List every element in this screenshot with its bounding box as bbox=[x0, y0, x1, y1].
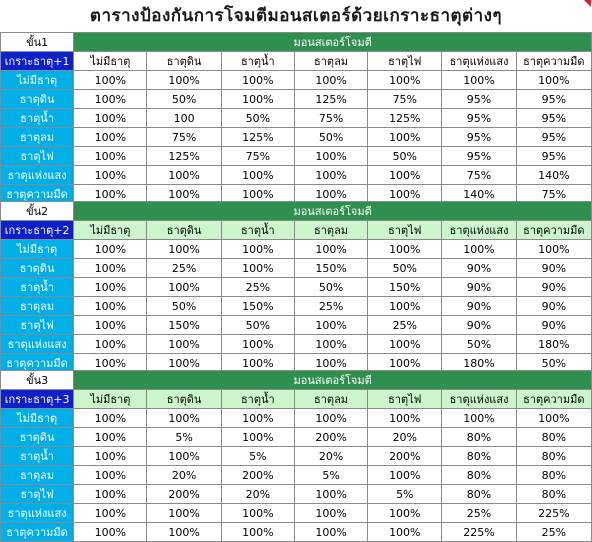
value-cell[interactable]: 100% bbox=[442, 71, 516, 90]
value-cell[interactable]: 100% bbox=[221, 354, 294, 373]
value-cell[interactable]: 25% bbox=[442, 504, 516, 523]
table-row bbox=[1, 259, 592, 278]
row-header[interactable]: ธาตุน้ำ bbox=[1, 278, 74, 297]
value-cell[interactable]: 100% bbox=[294, 147, 367, 166]
value-cell[interactable]: 5% bbox=[368, 485, 442, 504]
value-cell[interactable]: 75% bbox=[442, 166, 516, 185]
row-header[interactable]: ธาตุแห่งแสง bbox=[1, 504, 74, 523]
value-cell[interactable]: 25% bbox=[294, 297, 367, 316]
value-cell[interactable]: 100% bbox=[221, 240, 294, 259]
value-cell[interactable]: 100% bbox=[147, 523, 221, 542]
tier-label[interactable]: ขั้น2 bbox=[1, 202, 74, 221]
value-cell[interactable]: 100% bbox=[147, 185, 221, 204]
row-header[interactable]: ไม่มีธาตุ bbox=[1, 240, 74, 259]
value-cell[interactable]: 90% bbox=[442, 316, 516, 335]
value-cell[interactable]: 95% bbox=[442, 147, 516, 166]
value-cell[interactable]: 90% bbox=[442, 259, 516, 278]
value-cell[interactable]: 90% bbox=[516, 259, 591, 278]
value-cell[interactable]: 100% bbox=[368, 297, 442, 316]
column-header[interactable]: ธาตุลม bbox=[294, 221, 367, 240]
value-cell[interactable]: 80% bbox=[516, 466, 591, 485]
monster-attack-header[interactable]: มอนสเตอร์โจมตี bbox=[74, 33, 592, 52]
value-cell[interactable]: 25% bbox=[221, 278, 294, 297]
monster-attack-header[interactable]: มอนสเตอร์โจมตี bbox=[74, 202, 592, 221]
value-cell[interactable]: 100% bbox=[74, 354, 147, 373]
value-cell[interactable]: 100% bbox=[516, 240, 591, 259]
table-row bbox=[1, 278, 592, 297]
value-cell[interactable]: 75% bbox=[368, 90, 442, 109]
value-cell[interactable]: 100% bbox=[221, 259, 294, 278]
column-header[interactable]: ธาตุลม bbox=[294, 390, 367, 409]
value-cell[interactable]: 90% bbox=[442, 278, 516, 297]
value-cell[interactable]: 100% bbox=[74, 185, 147, 204]
value-cell[interactable]: 75% bbox=[516, 185, 591, 204]
value-cell[interactable]: 80% bbox=[442, 428, 516, 447]
value-cell[interactable]: 100% bbox=[442, 240, 516, 259]
armor-level-header[interactable]: เกราะธาตุ+1 bbox=[1, 52, 74, 71]
value-cell[interactable]: 20% bbox=[147, 466, 221, 485]
value-cell[interactable]: 125% bbox=[294, 90, 367, 109]
row-header[interactable]: ธาตุความมืด bbox=[1, 354, 74, 373]
value-cell[interactable]: 100% bbox=[74, 409, 147, 428]
value-cell[interactable]: 100% bbox=[74, 297, 147, 316]
value-cell[interactable]: 100% bbox=[516, 71, 591, 90]
value-cell[interactable]: 100% bbox=[74, 147, 147, 166]
column-header-row bbox=[1, 52, 592, 71]
value-cell[interactable]: 20% bbox=[368, 428, 442, 447]
value-cell[interactable]: 5% bbox=[221, 447, 294, 466]
title-row bbox=[0, 0, 592, 30]
value-cell[interactable]: 80% bbox=[516, 485, 591, 504]
value-cell[interactable]: 80% bbox=[442, 447, 516, 466]
value-cell[interactable]: 140% bbox=[516, 166, 591, 185]
banner-row bbox=[1, 371, 592, 390]
value-cell[interactable]: 5% bbox=[294, 466, 367, 485]
value-cell[interactable]: 25% bbox=[516, 523, 591, 542]
value-cell[interactable]: 100% bbox=[221, 90, 294, 109]
value-cell[interactable]: 100% bbox=[147, 447, 221, 466]
value-cell[interactable]: 100% bbox=[74, 504, 147, 523]
table-row bbox=[1, 447, 592, 466]
value-cell[interactable]: 100% bbox=[74, 523, 147, 542]
value-cell[interactable]: 100% bbox=[221, 428, 294, 447]
table-row bbox=[1, 297, 592, 316]
resistance-table bbox=[0, 32, 592, 204]
value-cell[interactable]: 50% bbox=[516, 354, 591, 373]
value-cell[interactable]: 100% bbox=[147, 354, 221, 373]
value-cell[interactable]: 100% bbox=[74, 128, 147, 147]
table-row bbox=[1, 409, 592, 428]
value-cell[interactable]: 95% bbox=[516, 90, 591, 109]
value-cell[interactable]: 100% bbox=[74, 71, 147, 90]
table-row bbox=[1, 109, 592, 128]
value-cell[interactable]: 200% bbox=[294, 428, 367, 447]
table-row bbox=[1, 504, 592, 523]
row-header[interactable]: ธาตุแห่งแสง bbox=[1, 166, 74, 185]
value-cell[interactable]: 100% bbox=[74, 259, 147, 278]
value-cell[interactable]: 75% bbox=[147, 128, 221, 147]
value-cell[interactable]: 100% bbox=[294, 166, 367, 185]
tier-block bbox=[0, 32, 592, 204]
comment-marker-icon bbox=[584, 0, 591, 7]
column-header[interactable]: ธาตุน้ำ bbox=[221, 390, 294, 409]
column-header[interactable]: ธาตุน้ำ bbox=[221, 52, 294, 71]
value-cell[interactable]: 100% bbox=[221, 71, 294, 90]
value-cell[interactable]: 80% bbox=[442, 485, 516, 504]
value-cell[interactable]: 95% bbox=[516, 128, 591, 147]
table-row bbox=[1, 485, 592, 504]
value-cell[interactable]: 5% bbox=[147, 428, 221, 447]
value-cell[interactable]: 20% bbox=[294, 447, 367, 466]
value-cell[interactable]: 100% bbox=[74, 240, 147, 259]
value-cell[interactable]: 100% bbox=[147, 71, 221, 90]
table-row bbox=[1, 316, 592, 335]
tier-label[interactable]: ขั้น3 bbox=[1, 371, 74, 390]
value-cell[interactable]: 100% bbox=[294, 185, 367, 204]
value-cell[interactable]: 90% bbox=[516, 278, 591, 297]
column-header-row bbox=[1, 390, 592, 409]
column-header[interactable]: ไม่มีธาตุ bbox=[74, 52, 147, 71]
value-cell[interactable]: 100% bbox=[368, 185, 442, 204]
value-cell[interactable]: 100% bbox=[74, 335, 147, 354]
row-header[interactable]: ธาตุลม bbox=[1, 128, 74, 147]
row-header[interactable]: ไม่มีธาตุ bbox=[1, 409, 74, 428]
tier-block bbox=[0, 370, 592, 542]
table-row bbox=[1, 147, 592, 166]
value-cell[interactable]: 100% bbox=[294, 335, 367, 354]
value-cell[interactable]: 25% bbox=[368, 316, 442, 335]
value-cell[interactable]: 20% bbox=[221, 485, 294, 504]
value-cell[interactable]: 100% bbox=[368, 335, 442, 354]
row-header[interactable]: ธาตุไฟ bbox=[1, 316, 74, 335]
table-row bbox=[1, 335, 592, 354]
column-header[interactable]: ธาตุดิน bbox=[147, 221, 221, 240]
value-cell[interactable]: 50% bbox=[368, 259, 442, 278]
value-cell[interactable]: 100% bbox=[294, 409, 367, 428]
banner-row bbox=[1, 202, 592, 221]
value-cell[interactable]: 100% bbox=[74, 109, 147, 128]
resistance-table bbox=[0, 370, 592, 542]
value-cell[interactable]: 50% bbox=[368, 147, 442, 166]
value-cell[interactable]: 180% bbox=[442, 354, 516, 373]
row-header[interactable]: ธาตุไฟ bbox=[1, 147, 74, 166]
column-header-row bbox=[1, 221, 592, 240]
column-header[interactable]: ธาตุไฟ bbox=[368, 390, 442, 409]
value-cell[interactable]: 90% bbox=[516, 297, 591, 316]
value-cell[interactable]: 95% bbox=[516, 109, 591, 128]
column-header[interactable]: ธาตุความมืด bbox=[516, 221, 591, 240]
value-cell[interactable]: 50% bbox=[294, 128, 367, 147]
value-cell[interactable]: 150% bbox=[294, 259, 367, 278]
value-cell[interactable]: 50% bbox=[442, 335, 516, 354]
value-cell[interactable]: 100% bbox=[74, 278, 147, 297]
value-cell[interactable]: 100% bbox=[294, 504, 367, 523]
value-cell[interactable]: 100% bbox=[516, 409, 591, 428]
value-cell[interactable]: 140% bbox=[442, 185, 516, 204]
value-cell[interactable]: 95% bbox=[442, 109, 516, 128]
value-cell[interactable]: 100% bbox=[368, 409, 442, 428]
value-cell[interactable]: 150% bbox=[368, 278, 442, 297]
value-cell[interactable]: 75% bbox=[294, 109, 367, 128]
value-cell[interactable]: 100% bbox=[147, 240, 221, 259]
column-header[interactable]: ธาตุลม bbox=[294, 52, 367, 71]
value-cell[interactable]: 100% bbox=[74, 90, 147, 109]
value-cell[interactable]: 100% bbox=[294, 354, 367, 373]
value-cell[interactable]: 200% bbox=[147, 485, 221, 504]
table-row bbox=[1, 428, 592, 447]
table-row bbox=[1, 128, 592, 147]
value-cell[interactable]: 100% bbox=[147, 335, 221, 354]
table-row bbox=[1, 466, 592, 485]
column-header[interactable]: ธาตุความมืด bbox=[516, 52, 591, 71]
value-cell[interactable]: 100% bbox=[221, 185, 294, 204]
value-cell[interactable]: 100% bbox=[294, 523, 367, 542]
column-header[interactable]: ไม่มีธาตุ bbox=[74, 390, 147, 409]
value-cell[interactable]: 100 bbox=[147, 109, 221, 128]
value-cell[interactable]: 100% bbox=[221, 523, 294, 542]
value-cell[interactable]: 225% bbox=[516, 504, 591, 523]
column-header[interactable]: ธาตุแห่งแสง bbox=[442, 52, 516, 71]
column-header[interactable]: ธาตุไฟ bbox=[368, 221, 442, 240]
row-header[interactable]: ธาตุลม bbox=[1, 297, 74, 316]
value-cell[interactable]: 50% bbox=[221, 316, 294, 335]
value-cell[interactable]: 100% bbox=[294, 316, 367, 335]
tier-block bbox=[0, 201, 592, 373]
value-cell[interactable]: 100% bbox=[74, 466, 147, 485]
row-header[interactable]: ธาตุดิน bbox=[1, 259, 74, 278]
value-cell[interactable]: 150% bbox=[221, 297, 294, 316]
table-row bbox=[1, 166, 592, 185]
column-header[interactable]: ธาตุไฟ bbox=[368, 52, 442, 71]
value-cell[interactable]: 100% bbox=[294, 71, 367, 90]
row-header[interactable]: ธาตุดิน bbox=[1, 90, 74, 109]
value-cell[interactable]: 25% bbox=[147, 259, 221, 278]
banner-row bbox=[1, 33, 592, 52]
table-row bbox=[1, 523, 592, 542]
value-cell[interactable]: 80% bbox=[516, 447, 591, 466]
column-header[interactable]: ธาตุแห่งแสง bbox=[442, 221, 516, 240]
value-cell[interactable]: 100% bbox=[368, 504, 442, 523]
value-cell[interactable]: 90% bbox=[442, 297, 516, 316]
value-cell[interactable]: 100% bbox=[74, 485, 147, 504]
value-cell[interactable]: 95% bbox=[442, 128, 516, 147]
row-header[interactable]: ธาตุความมืด bbox=[1, 523, 74, 542]
value-cell[interactable]: 125% bbox=[147, 147, 221, 166]
value-cell[interactable]: 100% bbox=[147, 504, 221, 523]
value-cell[interactable]: 50% bbox=[294, 278, 367, 297]
value-cell[interactable]: 75% bbox=[221, 147, 294, 166]
value-cell[interactable]: 100% bbox=[74, 166, 147, 185]
value-cell[interactable]: 100% bbox=[368, 354, 442, 373]
table-row bbox=[1, 90, 592, 109]
row-header[interactable]: ธาตุแห่งแสง bbox=[1, 335, 74, 354]
value-cell[interactable]: 50% bbox=[147, 90, 221, 109]
value-cell[interactable]: 100% bbox=[221, 409, 294, 428]
value-cell[interactable]: 100% bbox=[74, 428, 147, 447]
value-cell[interactable]: 100% bbox=[368, 466, 442, 485]
tier-label[interactable]: ขั้น1 bbox=[1, 33, 74, 52]
value-cell[interactable]: 100% bbox=[221, 335, 294, 354]
value-cell[interactable]: 150% bbox=[147, 316, 221, 335]
value-cell[interactable]: 100% bbox=[368, 523, 442, 542]
value-cell[interactable]: 200% bbox=[221, 466, 294, 485]
value-cell[interactable]: 100% bbox=[294, 485, 367, 504]
row-header[interactable]: ธาตุไฟ bbox=[1, 485, 74, 504]
row-header[interactable]: ธาตุความมืด bbox=[1, 185, 74, 204]
table-row bbox=[1, 71, 592, 90]
value-cell[interactable]: 100% bbox=[368, 166, 442, 185]
page-title: ตารางป้องกันการโจมตีมอนสเตอร์ด้วยเกราะธาตุต่างๆ bbox=[89, 5, 503, 26]
value-cell[interactable]: 100% bbox=[368, 240, 442, 259]
value-cell[interactable]: 100% bbox=[368, 128, 442, 147]
value-cell[interactable]: 95% bbox=[516, 147, 591, 166]
value-cell[interactable]: 225% bbox=[442, 523, 516, 542]
resistance-table bbox=[0, 201, 592, 373]
value-cell[interactable]: 80% bbox=[516, 428, 591, 447]
armor-level-header[interactable]: เกราะธาตุ+2 bbox=[1, 221, 74, 240]
value-cell[interactable]: 100% bbox=[221, 166, 294, 185]
row-header[interactable]: ธาตุน้ำ bbox=[1, 109, 74, 128]
value-cell[interactable]: 100% bbox=[442, 409, 516, 428]
row-header[interactable]: ธาตุลม bbox=[1, 466, 74, 485]
table-row bbox=[1, 240, 592, 259]
value-cell[interactable]: 100% bbox=[74, 447, 147, 466]
value-cell[interactable]: 80% bbox=[442, 466, 516, 485]
value-cell[interactable]: 100% bbox=[147, 278, 221, 297]
value-cell[interactable]: 100% bbox=[74, 316, 147, 335]
value-cell[interactable]: 200% bbox=[368, 447, 442, 466]
column-header[interactable]: ธาตุความมืด bbox=[516, 390, 591, 409]
column-header[interactable]: ธาตุน้ำ bbox=[221, 221, 294, 240]
value-cell[interactable]: 125% bbox=[368, 109, 442, 128]
value-cell[interactable]: 125% bbox=[221, 128, 294, 147]
monster-attack-header[interactable]: มอนสเตอร์โจมตี bbox=[74, 371, 592, 390]
column-header[interactable]: ธาตุแห่งแสง bbox=[442, 390, 516, 409]
value-cell[interactable]: 90% bbox=[516, 316, 591, 335]
row-header[interactable]: ธาตุน้ำ bbox=[1, 447, 74, 466]
value-cell[interactable]: 100% bbox=[147, 409, 221, 428]
column-header[interactable]: ไม่มีธาตุ bbox=[74, 221, 147, 240]
value-cell[interactable]: 95% bbox=[442, 90, 516, 109]
value-cell[interactable]: 100% bbox=[294, 240, 367, 259]
value-cell[interactable]: 100% bbox=[147, 166, 221, 185]
value-cell[interactable]: 100% bbox=[221, 504, 294, 523]
value-cell[interactable]: 50% bbox=[221, 109, 294, 128]
value-cell[interactable]: 50% bbox=[147, 297, 221, 316]
column-header[interactable]: ธาตุดิน bbox=[147, 52, 221, 71]
row-header[interactable]: ธาตุดิน bbox=[1, 428, 74, 447]
value-cell[interactable]: 100% bbox=[368, 71, 442, 90]
value-cell[interactable]: 180% bbox=[516, 335, 591, 354]
column-header[interactable]: ธาตุดิน bbox=[147, 390, 221, 409]
row-header[interactable]: ไม่มีธาตุ bbox=[1, 71, 74, 90]
armor-level-header[interactable]: เกราะธาตุ+3 bbox=[1, 390, 74, 409]
